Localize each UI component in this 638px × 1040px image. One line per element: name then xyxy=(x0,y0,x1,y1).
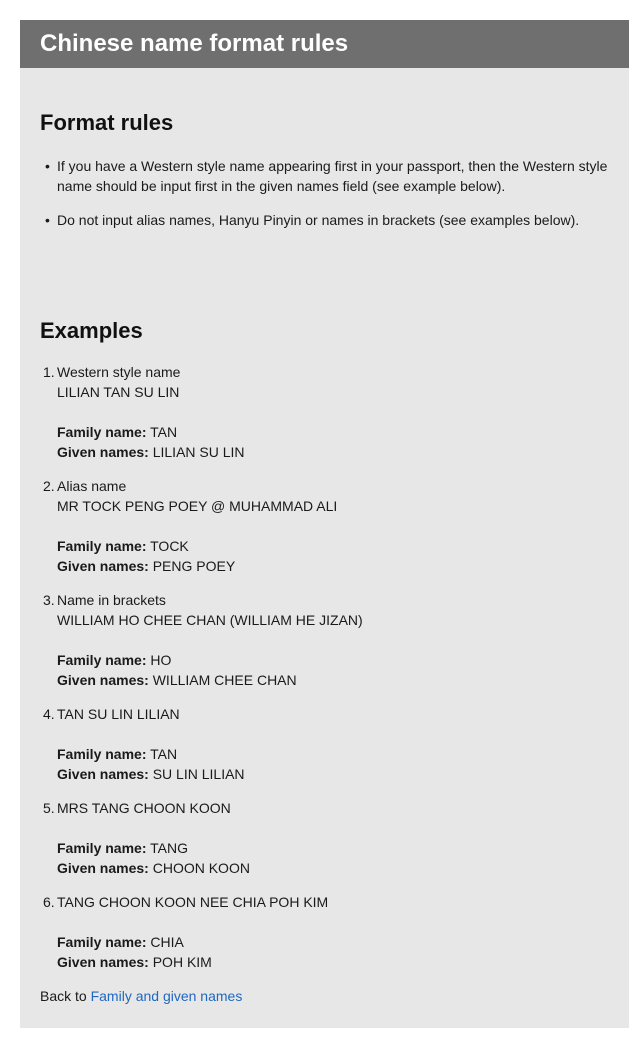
given-names-row xyxy=(57,670,609,690)
given-names-row xyxy=(57,442,609,462)
rule-item xyxy=(40,156,609,196)
given-names-value: LILIAN SU LIN xyxy=(152,444,245,460)
family-name-value: TAN xyxy=(150,746,178,762)
given-names-label: Given names: xyxy=(57,444,149,460)
given-names-label: Given names: xyxy=(57,954,149,970)
bullet-icon: • xyxy=(45,212,50,228)
family-name-value: TANG xyxy=(150,840,188,856)
given-names-value: POH KIM xyxy=(152,954,212,970)
example-number: 4. xyxy=(43,706,55,722)
given-names-value: CHOON KOON xyxy=(152,860,250,876)
family-name-row xyxy=(57,422,609,442)
example-full-name: MRS TANG CHOON KOON xyxy=(57,800,231,816)
given-names-value: PENG POEY xyxy=(152,558,236,574)
family-name-label: Family name: xyxy=(57,538,147,554)
family-name-row xyxy=(57,650,609,670)
example-title: Western style name xyxy=(57,364,181,380)
example-title: Alias name xyxy=(57,478,127,494)
example-number: 3. xyxy=(43,592,55,608)
example-full-name: LILIAN TAN SU LIN xyxy=(57,384,180,400)
given-names-row xyxy=(57,858,609,878)
examples-heading: Examples xyxy=(40,318,143,343)
family-name-label: Family name: xyxy=(57,746,147,762)
format-rules-heading: Format rules xyxy=(40,110,174,135)
example-full-name: TAN SU LIN LILIAN xyxy=(57,706,180,722)
example-number: 1. xyxy=(43,364,55,380)
example-item xyxy=(40,476,609,576)
example-item xyxy=(40,590,609,690)
example-number: 5. xyxy=(43,800,55,816)
page-title: Chinese name format rules xyxy=(40,30,349,57)
given-names-label: Given names: xyxy=(57,672,149,688)
family-and-given-names-link[interactable]: Family and given names xyxy=(90,988,243,1004)
family-name-row xyxy=(57,932,609,952)
given-names-value: WILLIAM CHEE CHAN xyxy=(152,672,297,688)
example-title: Name in brackets xyxy=(57,592,166,608)
family-name-row xyxy=(57,744,609,764)
back-prefix: Back to xyxy=(40,988,87,1004)
example-full-name: TANG CHOON KOON NEE CHIA POH KIM xyxy=(57,894,329,910)
rule-item xyxy=(40,210,609,230)
example-item xyxy=(40,362,609,462)
given-names-row xyxy=(57,556,609,576)
back-link-row xyxy=(40,986,609,1006)
given-names-label: Given names: xyxy=(57,860,149,876)
example-item xyxy=(40,892,609,972)
given-names-label: Given names: xyxy=(57,766,149,782)
panel-body xyxy=(20,68,629,1006)
family-name-row xyxy=(57,536,609,556)
examples-list xyxy=(40,362,609,972)
family-name-value: HO xyxy=(150,652,172,668)
family-name-label: Family name: xyxy=(57,934,147,950)
family-name-label: Family name: xyxy=(57,840,147,856)
example-item xyxy=(40,704,609,784)
given-names-label: Given names: xyxy=(57,558,149,574)
family-name-value: CHIA xyxy=(150,934,184,950)
given-names-row xyxy=(57,952,609,972)
rule-text: If you have a Western style name appearing first in your passport, then the Western style name should be input first in the given names field (see example below). xyxy=(57,158,608,194)
family-name-value: TOCK xyxy=(150,538,189,554)
example-full-name: MR TOCK PENG POEY @ MUHAMMAD ALI xyxy=(57,498,338,514)
family-name-label: Family name: xyxy=(57,652,147,668)
family-name-label: Family name: xyxy=(57,424,147,440)
example-item xyxy=(40,798,609,878)
format-rules-panel xyxy=(20,20,629,1028)
rule-text: Do not input alias names, Hanyu Pinyin or names in brackets (see examples below). xyxy=(57,212,580,228)
example-number: 6. xyxy=(43,894,55,910)
panel-header xyxy=(20,20,629,68)
bullet-icon: • xyxy=(45,158,50,174)
example-number: 2. xyxy=(43,478,55,494)
example-full-name: WILLIAM HO CHEE CHAN (WILLIAM HE JIZAN) xyxy=(57,612,363,628)
given-names-value: SU LIN LILIAN xyxy=(152,766,245,782)
format-rules-list xyxy=(40,156,609,230)
family-name-value: TAN xyxy=(150,424,178,440)
family-name-row xyxy=(57,838,609,858)
given-names-row xyxy=(57,764,609,784)
